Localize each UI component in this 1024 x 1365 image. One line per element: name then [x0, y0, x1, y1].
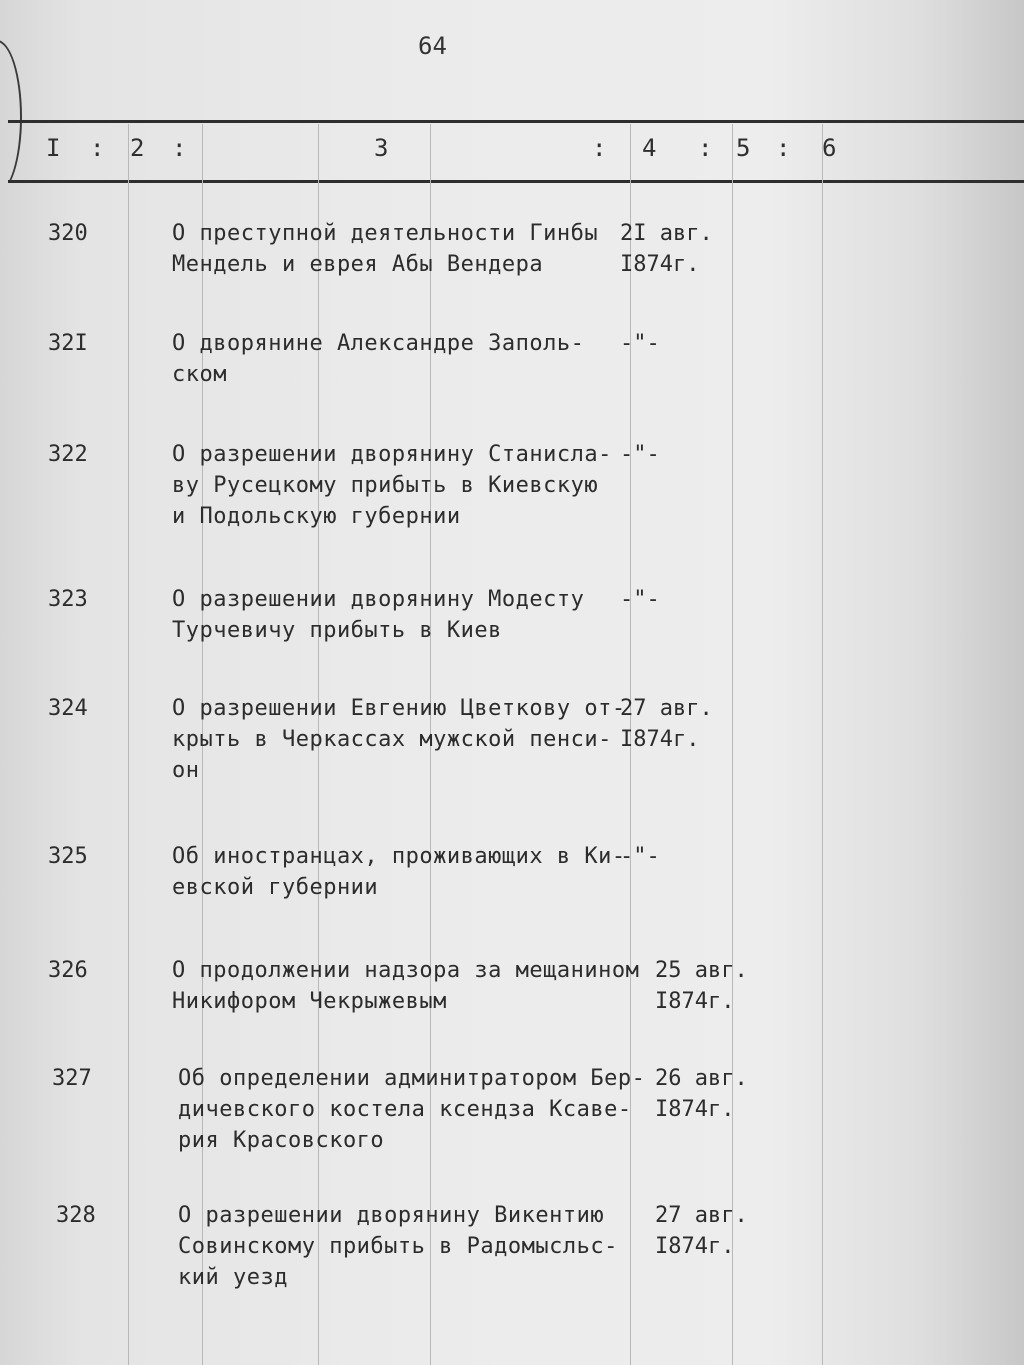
entry-date: -"- — [620, 844, 660, 869]
entry-number: 322 — [48, 442, 88, 467]
entry-date: 27 авг. I874г. — [655, 1203, 748, 1259]
entry-title: О дворянине Александре Заполь- ском — [172, 331, 585, 387]
entry-title: О разрешении Евгению Цветкову от- крыть в Черкассах мужской пенси- он — [172, 696, 626, 783]
header-separator: : — [592, 134, 607, 162]
entry-date: 2I авг. I874г. — [620, 221, 713, 277]
entry-number: 326 — [48, 958, 88, 983]
header-col-1: I — [46, 134, 61, 162]
entry-date: 26 авг. I874г. — [655, 1066, 748, 1122]
entry-number: 328 — [56, 1203, 96, 1228]
entry-title: О разрешении дворянину Модесту Турчевичу прибыть в Киев — [172, 587, 585, 643]
entry-date: -"- — [620, 331, 660, 356]
header-col-3: 3 — [374, 134, 389, 162]
entry-title: Об иностранцах, проживающих в Ки- евской губернии — [172, 844, 626, 900]
entry-number: 323 — [48, 587, 88, 612]
page-shadow — [914, 0, 1024, 1365]
entry-title: О продолжении надзора за мещанином Никифором Чекрыжевым — [172, 958, 640, 1014]
entry-number: 327 — [52, 1066, 92, 1091]
entry-date: 25 авг. I874г. — [655, 958, 748, 1014]
header-separator: : — [172, 134, 187, 162]
entry-number: 324 — [48, 696, 88, 721]
table-header-rule — [8, 180, 1024, 183]
header-col-4: 4 — [642, 134, 657, 162]
table-header — [0, 128, 1024, 176]
entry-number: 325 — [48, 844, 88, 869]
entry-date: -"- — [620, 587, 660, 612]
entry-date: -"- — [620, 442, 660, 467]
entry-title: О разрешении дворянину Викентию Совинскому прибыть в Радомысльс- кий уезд — [178, 1203, 618, 1290]
entry-title: Об определении админитратором Бер- дичевского костела ксендза Ксаве- рия Красовского — [178, 1066, 646, 1153]
header-separator: : — [90, 134, 105, 162]
column-divider — [128, 124, 129, 1365]
table-top-rule — [8, 120, 1024, 123]
page-number: 64 — [418, 32, 447, 60]
header-separator: : — [776, 134, 791, 162]
column-divider — [822, 124, 823, 1365]
header-col-5: 5 — [736, 134, 751, 162]
entry-number: 32I — [48, 331, 88, 356]
header-separator: : — [698, 134, 713, 162]
entry-date: 27 авг. I874г. — [620, 696, 713, 752]
entry-title: О преступной деятельности Гинбы Мендель и еврея Абы Вендера — [172, 221, 599, 277]
header-col-2: 2 — [130, 134, 145, 162]
entry-title: О разрешении дворянину Станисла- ву Русецкому прибыть в Киевскую и Подольскую губернии — [172, 442, 612, 529]
entry-number: 320 — [48, 221, 88, 246]
header-col-6: 6 — [822, 134, 837, 162]
